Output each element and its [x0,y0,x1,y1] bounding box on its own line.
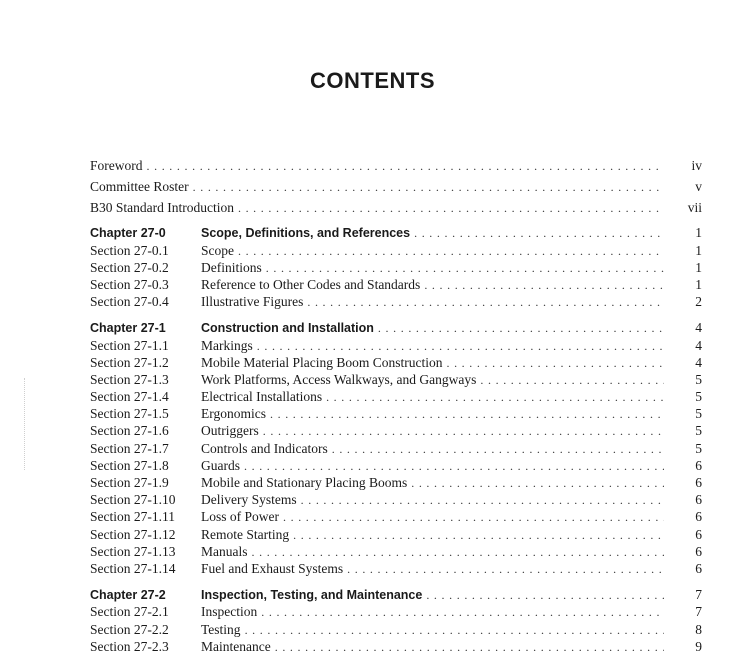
dot-leader [424,277,664,294]
section-number: Section 27-2.2 [90,621,169,637]
toc-section-27-0-2[interactable] [90,259,702,276]
section-number: Section 27-1.10 [90,492,176,508]
section-title: Guards [201,457,240,473]
dot-leader [326,389,664,406]
section-page: 6 [695,492,702,508]
dot-leader [347,561,664,578]
dot-leader [307,294,664,311]
dot-leader [275,639,664,656]
toc-section-27-1-13[interactable] [90,543,702,560]
toc-chapter-27-0[interactable] [90,224,702,241]
dot-leader [301,492,664,509]
section-title: Outriggers [201,423,259,439]
dot-leader [378,320,664,337]
section-title: Markings [201,337,253,353]
toc-chapter-27-1[interactable] [90,319,702,336]
page-title: CONTENTS [310,68,435,93]
dot-leader [411,475,664,492]
dot-leader [414,225,664,242]
section-number: Section 27-1.7 [90,440,169,456]
section-title: Work Platforms, Access Walkways, and Gangways [201,371,477,387]
dot-leader [257,338,664,355]
dot-leader [193,177,664,198]
toc-section-27-1-1[interactable] [90,337,702,354]
chapter-page: 7 [695,587,702,603]
section-title: Electrical Installations [201,389,323,405]
section-title: Delivery Systems [201,492,297,508]
section-number: Section 27-1.1 [90,337,169,353]
section-title: Manuals [201,543,248,559]
section-number: Section 27-1.14 [90,560,176,576]
toc-entry-title: Foreword [90,158,143,173]
section-page: 6 [695,509,702,525]
section-title: Illustrative Figures [201,294,304,310]
section-page: 6 [695,475,702,491]
toc-section-27-1-2[interactable] [90,354,702,371]
section-number: Section 27-0.1 [90,242,169,258]
chapter-title: Scope, Definitions, and References [201,226,411,241]
dot-leader [245,622,664,639]
margin-mark [24,378,31,470]
chapter-title: Construction and Installation [201,321,374,336]
toc-section-27-0-1[interactable] [90,242,702,259]
section-title: Fuel and Exhaust Systems [201,560,344,576]
section-page: 1 [695,276,702,292]
section-title: Remote Starting [201,526,290,542]
toc-section-27-1-3[interactable] [90,371,702,388]
section-page: 6 [695,543,702,559]
dot-leader [270,406,664,423]
section-page: 7 [695,604,702,620]
chapter-page: 1 [695,225,702,241]
dot-leader [252,544,665,561]
section-title: Loss of Power [201,509,279,525]
section-page: 4 [695,354,702,370]
section-page: 5 [695,371,702,387]
section-title: Inspection [201,604,258,620]
toc-section-27-2-3[interactable] [90,638,702,655]
toc-entry-page: v [695,178,702,194]
section-number: Section 27-1.11 [90,509,175,525]
section-page: 8 [695,621,702,637]
section-number: Section 27-1.9 [90,475,169,491]
dot-leader [263,423,664,440]
dot-leader [147,156,665,177]
section-page: 6 [695,457,702,473]
section-page: 6 [695,560,702,576]
section-title: Mobile Material Placing Boom Construction [201,354,443,370]
section-title: Controls and Indicators [201,440,328,456]
toc-section-27-1-8[interactable] [90,457,702,474]
toc-section-27-0-4[interactable] [90,293,702,310]
toc-chapter-27-2[interactable] [90,586,702,603]
section-number: Section 27-1.2 [90,354,169,370]
toc-entry-title: Committee Roster [90,178,189,194]
section-number: Section 27-2.1 [90,604,169,620]
section-number: Section 27-2.3 [90,638,169,654]
section-page: 9 [695,638,702,654]
section-number: Section 27-1.6 [90,423,169,439]
dot-leader [283,509,664,526]
chapter-number: Chapter 27-0 [90,226,166,241]
dot-leader [266,260,664,277]
section-number: Section 27-1.8 [90,457,169,473]
dot-leader [238,198,664,219]
section-number: Section 27-1.12 [90,526,176,542]
section-page: 1 [695,242,702,258]
section-title: Scope [201,242,234,258]
toc-section-27-1-11[interactable] [90,508,702,525]
toc-section-27-1-9[interactable] [90,474,702,491]
toc-entry-page: vii [687,199,702,215]
toc-entry-committee-roster[interactable] [90,177,702,198]
section-number: Section 27-1.3 [90,371,169,387]
section-title: Ergonomics [201,406,266,422]
toc-section-27-0-3[interactable] [90,276,702,293]
section-number: Section 27-1.5 [90,406,169,422]
section-page: 5 [695,423,702,439]
section-page: 5 [695,440,702,456]
section-number: Section 27-0.3 [90,276,169,292]
toc-entry-page: iv [691,158,702,173]
toc-section-27-1-10[interactable] [90,491,702,508]
chapter-number: Chapter 27-1 [90,321,166,336]
section-number: Section 27-0.2 [90,259,169,275]
section-title: Reference to Other Codes and Standards [201,276,421,292]
section-page: 4 [695,337,702,353]
section-page: 1 [695,259,702,275]
toc-section-27-1-12[interactable] [90,526,702,543]
toc-section-27-2-1[interactable] [90,603,702,620]
section-number: Section 27-0.4 [90,294,169,310]
section-title: Maintenance [201,638,271,654]
section-title: Definitions [201,259,262,275]
toc-section-27-2-2[interactable] [90,621,702,638]
dot-leader [480,372,664,389]
section-number: Section 27-1.13 [90,543,176,559]
section-title: Testing [201,621,241,637]
table-of-contents [90,156,702,655]
toc-section-27-1-4[interactable] [90,388,702,405]
toc-section-27-1-5[interactable] [90,405,702,422]
dot-leader [332,441,664,458]
dot-leader [244,458,664,475]
section-number: Section 27-1.4 [90,389,169,405]
toc-section-27-1-6[interactable] [90,422,702,439]
chapter-number: Chapter 27-2 [90,588,166,603]
toc-entry-foreword[interactable] [90,156,702,177]
dot-leader [261,604,664,621]
toc-section-27-1-7[interactable] [90,440,702,457]
dot-leader [238,243,664,260]
toc-section-27-1-14[interactable] [90,560,702,577]
dot-leader [446,355,664,372]
section-page: 2 [695,294,702,310]
toc-entry-title: B30 Standard Introduction [90,199,234,215]
toc-entry-b30-introduction[interactable] [90,198,702,219]
section-title: Mobile and Stationary Placing Booms [201,475,408,491]
section-page: 5 [695,406,702,422]
section-page: 5 [695,389,702,405]
chapter-page: 4 [695,320,702,336]
dot-leader [293,527,664,544]
section-page: 6 [695,526,702,542]
dot-leader [426,587,664,604]
chapter-title: Inspection, Testing, and Maintenance [201,588,423,603]
